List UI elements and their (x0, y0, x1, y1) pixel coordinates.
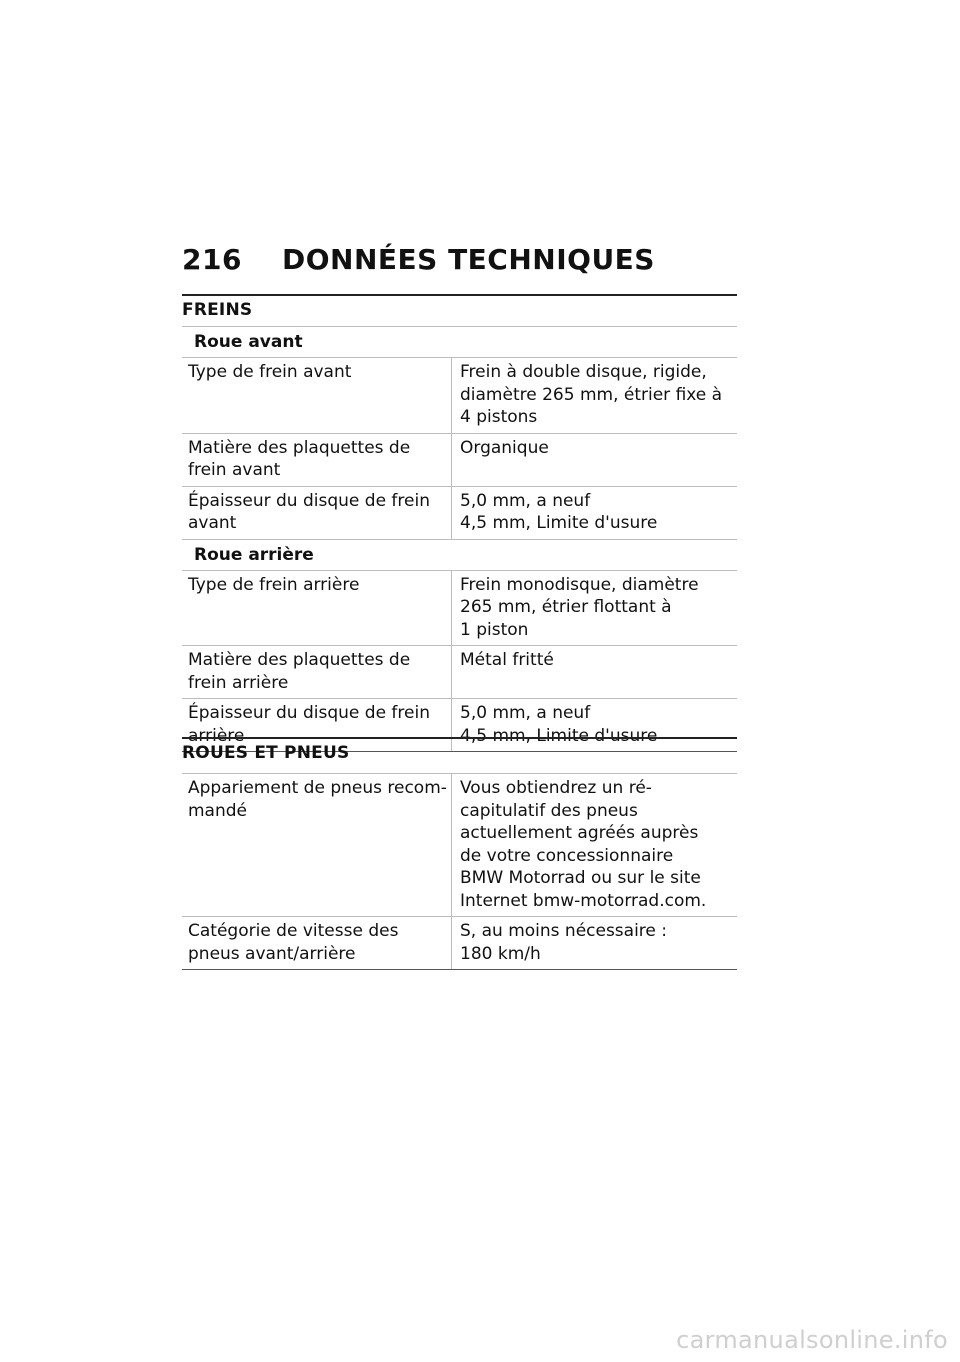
watermark[interactable]: carmanualsonline.info (676, 1326, 948, 1354)
spec-value-line: 180 km/h (460, 943, 541, 964)
spec-value-line: 4,5 mm, Limite d'usure (460, 513, 658, 533)
page-header (182, 243, 655, 276)
spec-value (452, 774, 737, 916)
subhead-front-wheel: Roue avant (182, 326, 737, 357)
spec-value (452, 646, 737, 698)
spec-value-line: BMW Motorrad ou sur le site (460, 868, 701, 888)
spec-row (182, 433, 737, 486)
spec-label: Catégorie de vitesse des pneus avant/arrière (182, 917, 452, 969)
spec-value-line: Métal fritté (460, 650, 554, 670)
spec-label: Type de frein arrière (182, 571, 452, 646)
table-end-rule (182, 969, 737, 970)
spec-value (452, 571, 737, 646)
section-title-brakes: FREINS (182, 294, 737, 326)
spec-value-line: S, au moins nécessaire : (460, 921, 668, 941)
subhead-rear-wheel: Roue arrière (182, 539, 737, 570)
spec-value-line: diamètre 265 mm, étrier fixe à (460, 384, 723, 405)
spec-row (182, 486, 737, 539)
spec-label: Épaisseur du disque de frein avant (182, 487, 452, 539)
section-title-wheels: ROUES ET PNEUS (182, 737, 737, 773)
spec-value-line: Frein monodisque, diamètre (460, 574, 699, 595)
spec-value (452, 917, 737, 969)
spec-value-line: 4 pistons (460, 407, 538, 427)
spec-row (182, 570, 737, 646)
spec-row (182, 773, 737, 916)
spec-value-line: 4,5 mm, Limite d'usure (460, 725, 658, 746)
spec-label: Matière des plaquettes de frein avant (182, 434, 452, 486)
spec-value (452, 358, 737, 433)
spec-value (452, 434, 737, 486)
spec-value-line: de votre concessionnaire (460, 845, 674, 866)
spec-value-line: 1 piston (460, 619, 529, 640)
spec-label: Épaisseur du disque de frein arrière (182, 699, 452, 751)
spec-value-line: 265 mm, étrier flottant à (460, 597, 672, 617)
spec-value (452, 487, 737, 539)
spec-label: Matière des plaquettes de frein arrière (182, 646, 452, 698)
page-number: 216 (182, 243, 242, 276)
spec-value-line: Vous obtiendrez un ré- (460, 778, 652, 798)
spec-value-line: actuellement agréés auprès (460, 823, 699, 843)
spec-label: Type de frein avant (182, 358, 452, 433)
spec-value-line: 5,0 mm, a neuf (460, 490, 591, 511)
spec-value-line: Organique (460, 437, 549, 458)
spec-value-line: Frein à double disque, rigide, (460, 362, 707, 382)
spec-value-line: Internet bmw-motorrad.com. (460, 890, 707, 911)
wheels-section (182, 737, 737, 970)
spec-row (182, 645, 737, 698)
brakes-section (182, 294, 737, 752)
spec-row (182, 916, 737, 969)
spec-row (182, 357, 737, 433)
chapter-title: DONNÉES TECHNIQUES (282, 243, 655, 276)
spec-value-line: capitulatif des pneus (460, 800, 638, 821)
spec-value-line: 5,0 mm, a neuf (460, 703, 591, 723)
spec-label: Appariement de pneus recom-mandé (182, 774, 452, 916)
